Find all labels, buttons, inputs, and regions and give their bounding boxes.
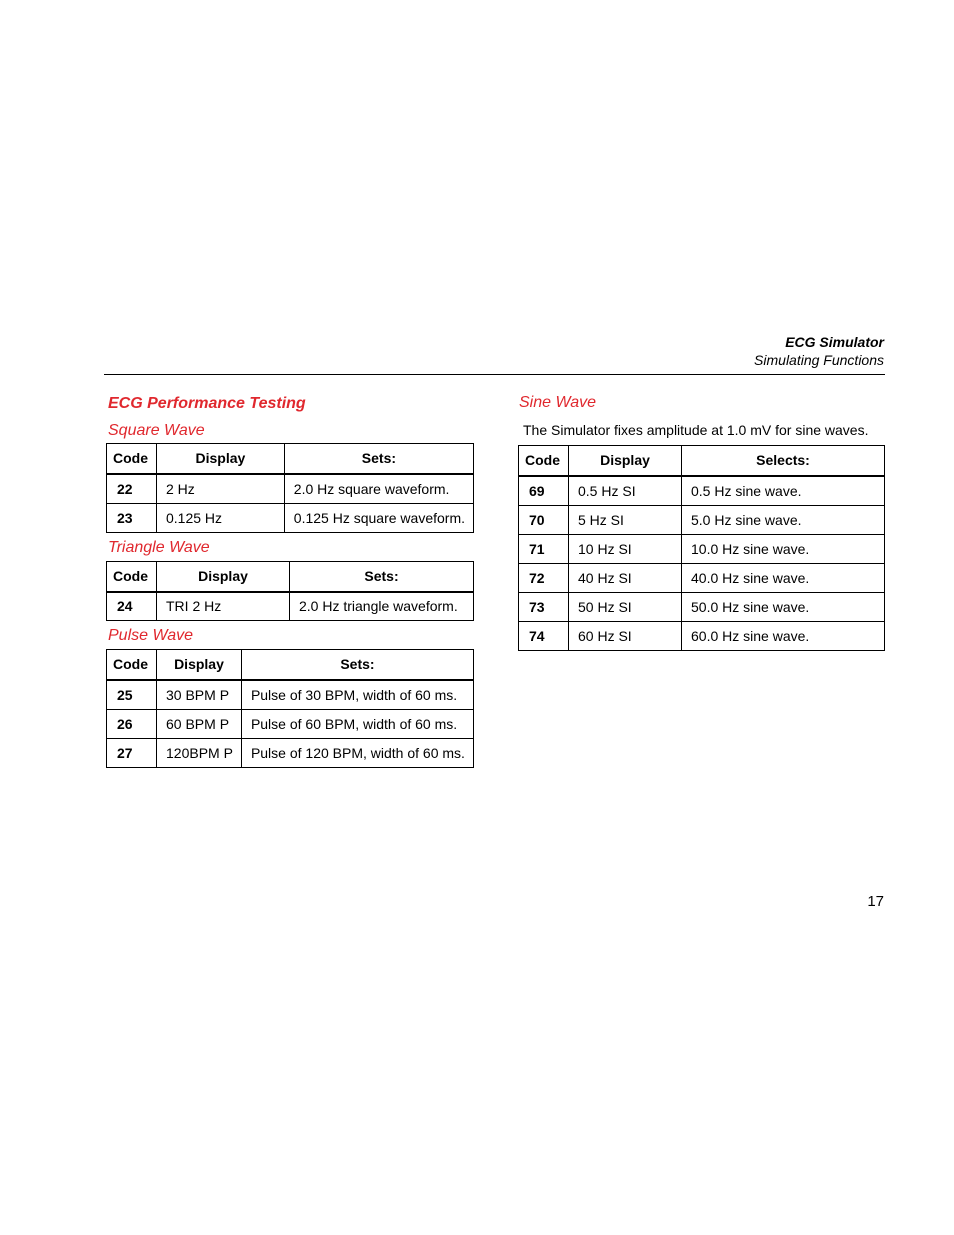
selects-cell: 5.0 Hz sine wave. xyxy=(682,506,885,535)
section-title: ECG Performance Testing xyxy=(108,395,306,412)
code-cell: 23 xyxy=(107,504,157,533)
column-header: Code xyxy=(107,444,157,474)
display-cell: 5 Hz SI xyxy=(569,506,682,535)
table-row xyxy=(519,622,885,651)
table-row xyxy=(107,592,474,621)
selects-cell: 0.5 Hz sine wave. xyxy=(682,476,885,506)
column-header: Display xyxy=(569,446,682,476)
selects-cell: 60.0 Hz sine wave. xyxy=(682,622,885,651)
triangle-wave-table xyxy=(106,561,474,621)
table-row xyxy=(519,535,885,564)
sets-cell: 2.0 Hz triangle waveform. xyxy=(290,592,474,621)
table-row xyxy=(107,504,474,533)
column-header: Sets: xyxy=(290,562,474,592)
table-row xyxy=(107,710,474,739)
display-cell: TRI 2 Hz xyxy=(157,592,290,621)
table-row xyxy=(519,506,885,535)
header-subtitle: Simulating Functions xyxy=(754,352,884,368)
display-cell: 60 BPM P xyxy=(157,710,242,739)
table-row xyxy=(519,476,885,506)
code-cell: 72 xyxy=(519,564,569,593)
column-header: Display xyxy=(157,444,285,474)
code-cell: 74 xyxy=(519,622,569,651)
sets-cell: 2.0 Hz square waveform. xyxy=(284,474,473,504)
table-row xyxy=(107,474,474,504)
display-cell: 120BPM P xyxy=(157,739,242,768)
column-header: Sets: xyxy=(241,650,473,680)
sets-cell: Pulse of 120 BPM, width of 60 ms. xyxy=(241,739,473,768)
selects-cell: 50.0 Hz sine wave. xyxy=(682,593,885,622)
page-number: 17 xyxy=(867,893,884,910)
display-cell: 40 Hz SI xyxy=(569,564,682,593)
display-cell: 0.5 Hz SI xyxy=(569,476,682,506)
selects-cell: 40.0 Hz sine wave. xyxy=(682,564,885,593)
display-cell: 30 BPM P xyxy=(157,680,242,710)
column-header: Code xyxy=(107,562,157,592)
sets-cell: Pulse of 30 BPM, width of 60 ms. xyxy=(241,680,473,710)
header-title: ECG Simulator xyxy=(785,334,884,350)
display-cell: 60 Hz SI xyxy=(569,622,682,651)
selects-cell: 10.0 Hz sine wave. xyxy=(682,535,885,564)
code-cell: 26 xyxy=(107,710,157,739)
square-wave-table xyxy=(106,443,474,533)
sets-cell: 0.125 Hz square waveform. xyxy=(284,504,473,533)
column-header: Code xyxy=(107,650,157,680)
triangle-wave-heading: Triangle Wave xyxy=(108,539,210,556)
code-cell: 22 xyxy=(107,474,157,504)
table-row xyxy=(519,564,885,593)
square-wave-heading: Square Wave xyxy=(108,422,205,439)
pulse-wave-heading: Pulse Wave xyxy=(108,627,194,644)
header-rule xyxy=(104,374,885,375)
code-cell: 27 xyxy=(107,739,157,768)
code-cell: 25 xyxy=(107,680,157,710)
code-cell: 24 xyxy=(107,592,157,621)
code-cell: 70 xyxy=(519,506,569,535)
display-cell: 2 Hz xyxy=(157,474,285,504)
column-header: Display xyxy=(157,650,242,680)
code-cell: 73 xyxy=(519,593,569,622)
sine-wave-table xyxy=(518,445,885,651)
display-cell: 50 Hz SI xyxy=(569,593,682,622)
display-cell: 10 Hz SI xyxy=(569,535,682,564)
running-header xyxy=(754,333,884,369)
code-cell: 69 xyxy=(519,476,569,506)
sets-cell: Pulse of 60 BPM, width of 60 ms. xyxy=(241,710,473,739)
column-header: Sets: xyxy=(284,444,473,474)
table-row xyxy=(519,593,885,622)
column-header: Code xyxy=(519,446,569,476)
table-row xyxy=(107,680,474,710)
table-row xyxy=(107,739,474,768)
display-cell: 0.125 Hz xyxy=(157,504,285,533)
column-header: Display xyxy=(157,562,290,592)
column-header: Selects: xyxy=(682,446,885,476)
code-cell: 71 xyxy=(519,535,569,564)
pulse-wave-table xyxy=(106,649,474,768)
sine-wave-intro: The Simulator fixes amplitude at 1.0 mV for sine waves. xyxy=(523,422,869,438)
sine-wave-heading: Sine Wave xyxy=(519,394,597,411)
